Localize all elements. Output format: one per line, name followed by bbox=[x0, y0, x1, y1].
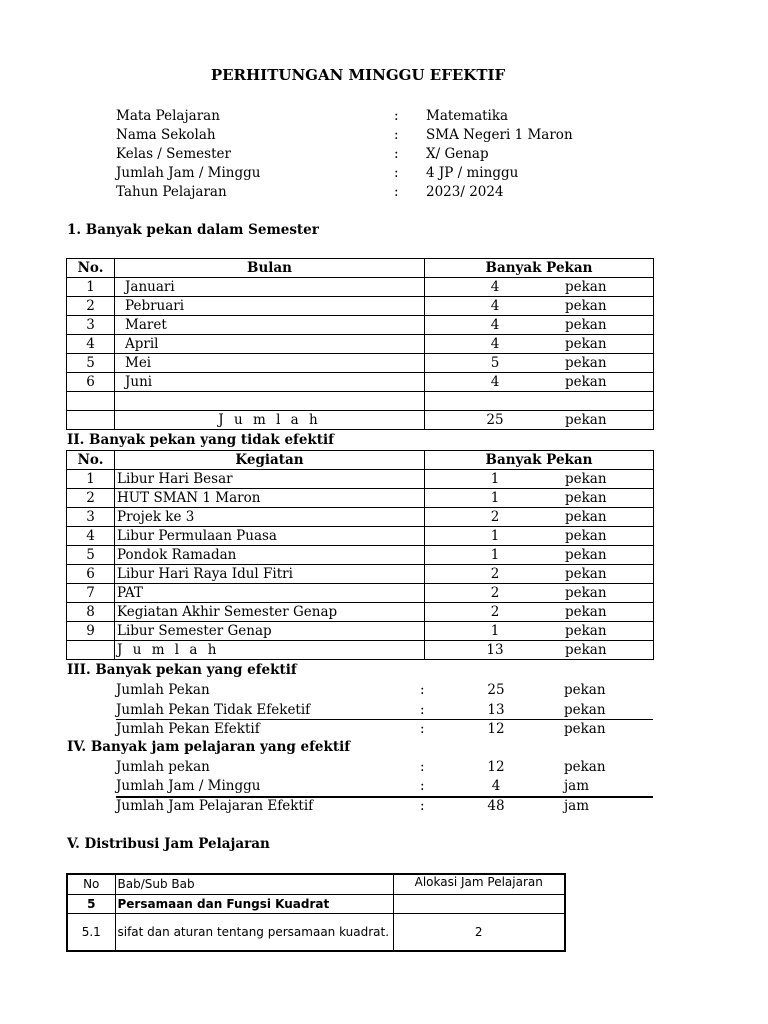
row-count: 1 bbox=[490, 528, 500, 544]
header-kegiatan: Kegiatan bbox=[115, 451, 425, 470]
sum-colon: : bbox=[420, 702, 425, 718]
row-count: 4 bbox=[490, 298, 500, 314]
sum-colon: : bbox=[420, 721, 425, 737]
hours-row-weeks bbox=[116, 758, 652, 777]
row-count-cell bbox=[425, 565, 654, 584]
row-count-cell bbox=[425, 278, 654, 297]
sum-colon: : bbox=[420, 759, 425, 775]
meta-colon: : bbox=[394, 108, 399, 124]
row-name: Libur Semester Genap bbox=[115, 622, 425, 641]
total-count-cell bbox=[425, 641, 654, 660]
row-unit: pekan bbox=[565, 547, 607, 563]
row-unit: pekan bbox=[565, 585, 607, 601]
dist-chapter-name: Persamaan dan Fungsi Kuadrat bbox=[115, 894, 393, 913]
row-count: 5 bbox=[490, 355, 500, 371]
header-bulan: Bulan bbox=[115, 259, 425, 278]
row-name: Libur Hari Raya Idul Fitri bbox=[115, 565, 425, 584]
row-no: 5 bbox=[67, 546, 115, 565]
row-count-cell bbox=[425, 508, 654, 527]
sum-colon: : bbox=[420, 778, 425, 794]
row-unit: pekan bbox=[565, 374, 607, 390]
dist-header-bab: Bab/Sub Bab bbox=[115, 874, 393, 894]
dist-sub-no: 5.1 bbox=[67, 913, 115, 951]
row-count: 1 bbox=[490, 490, 500, 506]
total-label: J u m l a h bbox=[115, 641, 425, 660]
meta-label: Tahun Pelajaran bbox=[116, 184, 227, 200]
meta-label: Jumlah Jam / Minggu bbox=[116, 165, 261, 181]
section-1-heading: 1. Banyak pekan dalam Semester bbox=[67, 222, 319, 238]
meta-value: SMA Negeri 1 Maron bbox=[426, 127, 573, 143]
row-count-cell bbox=[425, 354, 654, 373]
row-no: 9 bbox=[67, 622, 115, 641]
sum-unit: jam bbox=[564, 798, 590, 814]
dist-sub-name: sifat dan aturan tentang persamaan kuadrat. bbox=[115, 913, 393, 951]
row-name: Januari bbox=[115, 278, 425, 297]
meta-colon: : bbox=[394, 146, 399, 162]
total-unit: pekan bbox=[565, 412, 607, 428]
table-row bbox=[67, 622, 654, 641]
row-name: Kegiatan Akhir Semester Genap bbox=[115, 603, 425, 622]
row-count-cell bbox=[425, 470, 654, 489]
effective-row-total-weeks bbox=[116, 681, 652, 700]
dist-header-alokasi: Alokasi Jam Pelajaran bbox=[393, 874, 565, 894]
row-unit: pekan bbox=[565, 279, 607, 295]
row-count-cell bbox=[425, 584, 654, 603]
dist-chapter-no: 5 bbox=[67, 894, 115, 913]
meta-colon: : bbox=[394, 184, 399, 200]
sum-label: Jumlah Jam Pelajaran Efektif bbox=[116, 798, 314, 814]
table-row bbox=[67, 354, 654, 373]
row-unit: pekan bbox=[565, 566, 607, 582]
row-unit: pekan bbox=[565, 471, 607, 487]
row-count: 1 bbox=[490, 623, 500, 639]
empty-cell bbox=[425, 392, 654, 411]
table-row bbox=[67, 527, 654, 546]
row-count-cell bbox=[425, 603, 654, 622]
table-row bbox=[67, 297, 654, 316]
row-name: PAT bbox=[115, 584, 425, 603]
meta-colon: : bbox=[394, 127, 399, 143]
total-no bbox=[67, 411, 115, 430]
row-no: 6 bbox=[67, 565, 115, 584]
sum-value: 25 bbox=[487, 682, 505, 698]
row-count: 4 bbox=[490, 374, 500, 390]
row-unit: pekan bbox=[565, 298, 607, 314]
row-name: Libur Hari Besar bbox=[115, 470, 425, 489]
meta-value: X/ Genap bbox=[426, 146, 489, 162]
total-row bbox=[67, 411, 654, 430]
table-row bbox=[67, 335, 654, 354]
row-count: 2 bbox=[490, 566, 500, 582]
sum-label: Jumlah Pekan bbox=[116, 682, 210, 698]
header-no: No. bbox=[67, 259, 115, 278]
row-unit: pekan bbox=[565, 336, 607, 352]
sum-value: 13 bbox=[487, 702, 505, 718]
row-unit: pekan bbox=[565, 490, 607, 506]
row-name: Pebruari bbox=[115, 297, 425, 316]
dist-chapter-alokasi bbox=[393, 894, 565, 913]
table-row bbox=[67, 316, 654, 335]
row-no: 6 bbox=[67, 373, 115, 392]
row-name: April bbox=[115, 335, 425, 354]
row-count-cell bbox=[425, 622, 654, 641]
page-title: PERHITUNGAN MINGGU EFEKTIF bbox=[210, 66, 506, 84]
total-count: 25 bbox=[486, 412, 504, 428]
sum-unit: pekan bbox=[564, 759, 606, 775]
table-row bbox=[67, 603, 654, 622]
total-count-cell bbox=[425, 411, 654, 430]
row-no: 3 bbox=[67, 508, 115, 527]
empty-row bbox=[67, 392, 654, 411]
sum-label: Jumlah Jam / Minggu bbox=[116, 778, 261, 794]
hours-row-effective bbox=[116, 797, 652, 816]
row-no: 4 bbox=[67, 527, 115, 546]
row-count: 2 bbox=[490, 585, 500, 601]
sum-value: 12 bbox=[487, 759, 505, 775]
sum-colon: : bbox=[420, 798, 425, 814]
row-count-cell bbox=[425, 489, 654, 508]
table-header-row bbox=[67, 451, 654, 470]
meta-label: Mata Pelajaran bbox=[116, 108, 220, 124]
row-no: 1 bbox=[67, 278, 115, 297]
effective-row-effective bbox=[116, 720, 652, 739]
row-no: 5 bbox=[67, 354, 115, 373]
row-name: Maret bbox=[115, 316, 425, 335]
row-no: 2 bbox=[67, 297, 115, 316]
row-name: HUT SMAN 1 Maron bbox=[115, 489, 425, 508]
header-banyak-pekan: Banyak Pekan bbox=[425, 451, 654, 470]
sum-unit: pekan bbox=[564, 721, 606, 737]
empty-cell bbox=[67, 392, 115, 411]
row-name: Juni bbox=[115, 373, 425, 392]
table-row bbox=[67, 584, 654, 603]
row-count-cell bbox=[425, 316, 654, 335]
weeks-per-month-table bbox=[66, 258, 654, 430]
sum-label: Jumlah Pekan Tidak Efeketif bbox=[116, 702, 311, 718]
total-no bbox=[67, 641, 115, 660]
sum-label: Jumlah Pekan Efektif bbox=[116, 721, 260, 737]
meta-value: Matematika bbox=[426, 108, 509, 124]
table-row bbox=[67, 470, 654, 489]
row-count-cell bbox=[425, 527, 654, 546]
meta-colon: : bbox=[394, 165, 399, 181]
sum-unit: pekan bbox=[564, 682, 606, 698]
row-no: 1 bbox=[67, 470, 115, 489]
section-4-heading: IV. Banyak jam pelajaran yang efektif bbox=[67, 739, 351, 755]
row-unit: pekan bbox=[565, 355, 607, 371]
row-count-cell bbox=[425, 373, 654, 392]
dist-sub-alokasi: 2 bbox=[393, 913, 565, 951]
empty-cell bbox=[115, 392, 425, 411]
table-row bbox=[67, 489, 654, 508]
dist-sub-row bbox=[67, 913, 565, 951]
row-count: 4 bbox=[490, 336, 500, 352]
sum-colon: : bbox=[420, 682, 425, 698]
sum-unit: pekan bbox=[564, 702, 606, 718]
meta-value: 2023/ 2024 bbox=[426, 184, 504, 200]
row-count: 2 bbox=[490, 509, 500, 525]
table-row bbox=[67, 565, 654, 584]
non-effective-weeks-table bbox=[66, 450, 654, 660]
hours-row-per-week bbox=[116, 777, 652, 796]
row-unit: pekan bbox=[565, 317, 607, 333]
row-name: Projek ke 3 bbox=[115, 508, 425, 527]
dist-header-no: No bbox=[67, 874, 115, 894]
row-unit: pekan bbox=[565, 623, 607, 639]
table-header-row bbox=[67, 259, 654, 278]
row-count-cell bbox=[425, 335, 654, 354]
header-banyak-pekan: Banyak Pekan bbox=[425, 259, 654, 278]
row-count: 2 bbox=[490, 604, 500, 620]
dist-header-row bbox=[67, 874, 565, 894]
total-row bbox=[67, 641, 654, 660]
sum-label: Jumlah pekan bbox=[116, 759, 210, 775]
row-count-cell bbox=[425, 546, 654, 565]
section-5-heading: V. Distribusi Jam Pelajaran bbox=[67, 836, 270, 852]
row-no: 4 bbox=[67, 335, 115, 354]
sum-value: 12 bbox=[487, 721, 505, 737]
row-unit: pekan bbox=[565, 604, 607, 620]
row-unit: pekan bbox=[565, 509, 607, 525]
distribution-table bbox=[66, 873, 566, 952]
total-count: 13 bbox=[486, 642, 504, 658]
total-label: J u m l a h bbox=[115, 411, 425, 430]
row-count: 1 bbox=[490, 471, 500, 487]
row-count-cell bbox=[425, 297, 654, 316]
meta-label: Kelas / Semester bbox=[116, 146, 231, 162]
header-no: No. bbox=[67, 451, 115, 470]
meta-value: 4 JP / minggu bbox=[426, 165, 519, 181]
total-unit: pekan bbox=[565, 642, 607, 658]
sum-unit: jam bbox=[564, 778, 590, 794]
table-row bbox=[67, 373, 654, 392]
row-name: Mei bbox=[115, 354, 425, 373]
table-row bbox=[67, 278, 654, 297]
meta-label: Nama Sekolah bbox=[116, 127, 216, 143]
row-name: Libur Permulaan Puasa bbox=[115, 527, 425, 546]
dist-chapter-row bbox=[67, 894, 565, 913]
table-row bbox=[67, 546, 654, 565]
row-name: Pondok Ramadan bbox=[115, 546, 425, 565]
row-no: 3 bbox=[67, 316, 115, 335]
section-2-heading: II. Banyak pekan yang tidak efektif bbox=[67, 432, 334, 448]
row-no: 8 bbox=[67, 603, 115, 622]
row-no: 7 bbox=[67, 584, 115, 603]
effective-row-non-effective bbox=[116, 701, 652, 720]
sum-value: 48 bbox=[487, 798, 505, 814]
row-no: 2 bbox=[67, 489, 115, 508]
row-count: 4 bbox=[490, 279, 500, 295]
row-count: 1 bbox=[490, 547, 500, 563]
section-3-heading: III. Banyak pekan yang efektif bbox=[67, 662, 297, 678]
table-row bbox=[67, 508, 654, 527]
sum-value: 4 bbox=[491, 778, 501, 794]
row-count: 4 bbox=[490, 317, 500, 333]
row-unit: pekan bbox=[565, 528, 607, 544]
